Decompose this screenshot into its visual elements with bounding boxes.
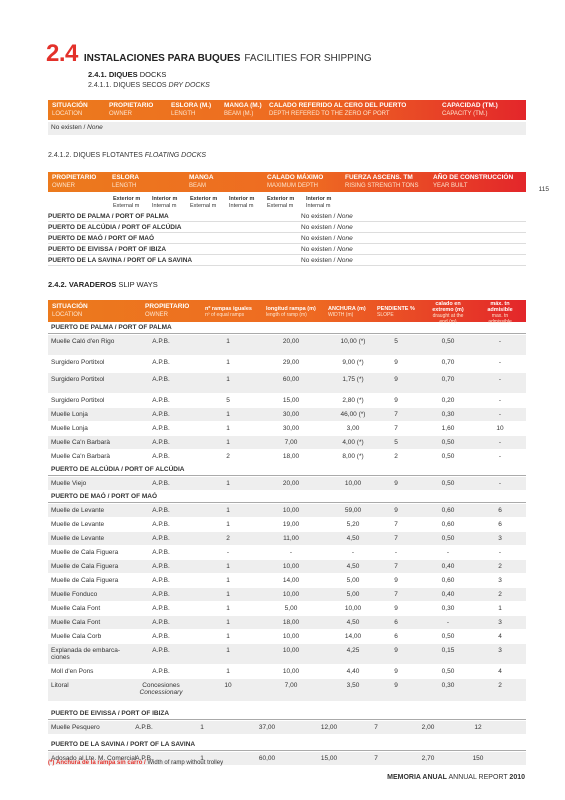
none-label: No existen / None [301, 224, 353, 231]
table-cell: 5,00 [346, 577, 360, 584]
table-cell: 10,00 [282, 668, 300, 675]
table-cell: 15,00 [282, 397, 300, 404]
table-cell: Muelle Cala Font [51, 605, 101, 612]
table-cell: 1,75 (*) [342, 376, 364, 383]
col-slope: PENDIENTE % SLOPE [377, 306, 415, 318]
table-cell: 1 [226, 338, 230, 345]
subhead: Interior m Internal m [229, 196, 255, 209]
table-cell: 0,50 [441, 480, 455, 487]
col-max-depth: CALADO MÁXIMO MAXIMUM DEPTH [267, 174, 324, 189]
table-cell: 5,00 [284, 605, 298, 612]
table-cell: 0,40 [441, 563, 455, 570]
col-depth: CALADO REFERIDO AL CERO DEL PUERTO DEPTH REFERED TO THE ZERO OF PORT [269, 102, 407, 117]
page-header [46, 40, 372, 68]
col-year-built: AÑO DE CONSTRUCCIÓN YEAR BUILT [433, 174, 514, 189]
table-cell: 1 [226, 359, 230, 366]
table-cell: 2,00 [421, 724, 435, 731]
table-cell: A.P.B. [152, 633, 170, 640]
table-cell: 1 [226, 521, 230, 528]
table-cell: 9 [394, 647, 398, 654]
port-section-header [48, 708, 526, 720]
table-cell: 5 [226, 397, 230, 404]
table-cell: 10,00 (*) [340, 338, 366, 345]
table-cell: 10,00 [282, 633, 300, 640]
table-cell: 7,00 [284, 439, 298, 446]
table-cell: - [498, 480, 502, 487]
table-cell: A.P.B. [152, 439, 170, 446]
table-cell: 7 [394, 521, 398, 528]
port-section-header [48, 464, 526, 476]
table-cell: 7 [374, 755, 378, 762]
table-cell: 18,00 [282, 453, 300, 460]
page-footer: MEMORIA ANUAL ANNUAL REPORT 2010 [387, 774, 525, 781]
table-cell: Adosado al Lte. M. Comercial [51, 755, 137, 762]
table-cell: A.P.B. [135, 755, 153, 762]
table-cell: A.P.B. [152, 425, 170, 432]
dry-docks-header [48, 100, 526, 120]
table-row [48, 616, 526, 629]
table-cell: 3,50 [346, 682, 360, 689]
table-cell: 4,50 [346, 535, 360, 542]
port-section-header [48, 739, 526, 751]
table-cell: 0,50 [441, 633, 455, 640]
col-owner: PROPIETARIO OWNER [145, 303, 190, 318]
table-row [48, 630, 526, 643]
table-cell: Explanada de embarca- ciones [51, 647, 121, 661]
subhead: Interior m Internal m [152, 196, 178, 209]
table-cell: 20,00 [282, 480, 300, 487]
table-cell: A.P.B. [152, 549, 170, 556]
subhead: Exterior m External m [113, 196, 141, 209]
table-cell: 0,70 [441, 359, 455, 366]
col-width: ANCHURA (m) WIDTH (m) [328, 306, 366, 318]
table-cell: 7,00 [284, 682, 298, 689]
table-cell: 1 [226, 633, 230, 640]
table-cell: 30,00 [282, 411, 300, 418]
section-title-en: FACILITIES FOR SHIPPING [244, 53, 372, 64]
table-cell: 10 [496, 425, 504, 432]
table-row [48, 679, 526, 701]
table-cell: 0,30 [441, 682, 455, 689]
table-cell: 2,80 (*) [342, 397, 364, 404]
table-row [48, 518, 526, 531]
table-cell: 7 [394, 535, 398, 542]
none-label: No existen / None [301, 246, 353, 253]
table-cell: 11,00 [283, 535, 299, 542]
table-cell: Surgidero Portitxol [51, 359, 105, 366]
table-cell: 6 [394, 619, 398, 626]
none-label: No existen / None [301, 213, 353, 220]
table-cell: 12 [474, 724, 482, 731]
col-length: ESLORA (M.) LENGTH [171, 102, 212, 117]
table-cell: A.P.B. [152, 591, 170, 598]
table-cell: 6 [498, 507, 502, 514]
table-cell: 0,50 [441, 535, 455, 542]
table-cell: Surgidero Portitxol [51, 397, 105, 404]
table-row [48, 422, 526, 435]
table-cell: 0,50 [441, 338, 455, 345]
table-row [48, 560, 526, 573]
table-cell: 10,00 [282, 563, 300, 570]
table-cell: Concesiones Concessionary [139, 682, 183, 696]
table-cell: 0,30 [441, 411, 455, 418]
port-section-label: PUERTO DE LA SAVINA / PORT OF LA SAVINA [51, 741, 196, 748]
table-cell: 12,00 [320, 724, 338, 731]
table-cell: Litoral [51, 682, 69, 689]
floating-docks-header [48, 172, 526, 192]
table-cell: Muelle Viejo [51, 480, 87, 487]
slipways-header [48, 300, 526, 325]
table-cell: 0,50 [441, 453, 455, 460]
floating-dock-row [48, 244, 526, 255]
table-cell: - [498, 439, 502, 446]
col-rising-strength: FUERZA ASCENS. TM RISING STRENGTH TONS [345, 174, 419, 189]
table-cell: A.P.B. [152, 453, 170, 460]
port-section-header [48, 491, 526, 503]
table-cell: A.P.B. [152, 535, 170, 542]
table-row [48, 436, 526, 449]
table-cell: 7 [394, 563, 398, 570]
table-cell: - [446, 619, 450, 626]
table-cell: 9 [394, 668, 398, 675]
subhead: Exterior m External m [190, 196, 218, 209]
table-cell: Muelle Lonja [51, 425, 88, 432]
table-row [48, 408, 526, 421]
table-cell: 4 [498, 633, 502, 640]
table-cell: 10,00 [282, 507, 300, 514]
table-cell: 4,25 [346, 647, 360, 654]
table-row [48, 450, 526, 463]
table-cell: Muelle de Levante [51, 507, 105, 514]
table-cell: Muelle de Cala Figuera [51, 549, 119, 556]
none-label: No existen / None [301, 235, 353, 242]
port-section-label: PUERTO DE MAÓ / PORT OF MAÓ [51, 493, 158, 500]
table-row [48, 356, 526, 372]
subhead: Interior m Internal m [306, 196, 332, 209]
col-owner: PROPIETARIO OWNER [52, 174, 97, 189]
table-cell: 1 [200, 755, 204, 762]
table-cell: A.P.B. [135, 724, 153, 731]
table-cell: 7 [394, 411, 398, 418]
table-cell: Muelle Cala Font [51, 619, 101, 626]
floating-dock-row [48, 211, 526, 222]
varaderos-heading: 2.4.2. VARADEROS SLIP WAYS [48, 280, 158, 289]
table-row [48, 532, 526, 545]
table-cell: A.P.B. [152, 605, 170, 612]
table-cell: - [498, 376, 502, 383]
table-cell: 1,60 [441, 425, 455, 432]
table-cell: Muelle Fonduco [51, 591, 98, 598]
table-cell: 19,00 [282, 521, 300, 528]
table-cell: 10,00 [282, 647, 300, 654]
table-cell: 7 [394, 425, 398, 432]
table-cell: 9 [394, 605, 398, 612]
table-cell: Muelle Cala Corb [51, 633, 102, 640]
floating-dock-row [48, 255, 526, 266]
table-cell: 1 [226, 425, 230, 432]
page-number: 115 [538, 186, 549, 193]
diques-heading: 2.4.1. DIQUES DOCKS [88, 70, 167, 79]
table-cell: 1 [226, 411, 230, 418]
col-capacity: CAPACIDAD (TM.) CAPACITY (TM.) [442, 102, 498, 117]
table-cell: - [498, 453, 502, 460]
table-cell: A.P.B. [152, 507, 170, 514]
table-cell: Muelle Pesquero [51, 724, 100, 731]
table-cell: 1 [226, 480, 230, 487]
col-equal-ramps: nº rampas iguales nº of equal ramps [205, 306, 252, 318]
table-cell: 9 [394, 480, 398, 487]
table-cell: 2 [394, 453, 398, 460]
table-cell: 5 [394, 338, 398, 345]
col-beam: MANGA BEAM [189, 174, 214, 189]
table-cell: 1 [226, 668, 230, 675]
table-cell: 60,00 [282, 376, 300, 383]
table-cell: 1 [226, 619, 230, 626]
table-cell: 1 [226, 507, 230, 514]
table-cell: 0,15 [441, 647, 455, 654]
table-cell: 10,00 [282, 591, 300, 598]
table-cell: 8,00 (*) [342, 453, 364, 460]
table-cell: - [498, 549, 502, 556]
subhead: Exterior m External m [267, 196, 295, 209]
diques-secos-heading: 2.4.1.1. DIQUES SECOS DRY DOCKS [88, 82, 210, 89]
table-row [48, 644, 526, 664]
port-name: PUERTO DE EIVISSA / PORT OF IBIZA [48, 246, 167, 253]
table-cell: 1 [226, 605, 230, 612]
table-cell: 3,00 [346, 425, 360, 432]
table-cell: Surgidero Portitxol [51, 376, 105, 383]
table-row [48, 721, 526, 734]
table-cell: 18,00 [282, 619, 300, 626]
floating-dock-row [48, 233, 526, 244]
table-cell: 2 [498, 563, 502, 570]
table-cell: 6 [394, 633, 398, 640]
table-cell: 1 [226, 439, 230, 446]
table-cell: - [394, 549, 398, 556]
table-cell: - [498, 411, 502, 418]
table-cell: 14,00 [282, 577, 300, 584]
col-location: SITUACIÓN LOCATION [52, 102, 88, 117]
col-ramp-length: longitud rampa (m) length of ramp (m) [266, 306, 316, 318]
table-cell: 1 [226, 591, 230, 598]
table-cell: 9 [394, 359, 398, 366]
table-cell: 1 [226, 563, 230, 570]
table-cell: A.P.B. [152, 563, 170, 570]
table-cell: 2 [498, 682, 502, 689]
table-cell: A.P.B. [152, 577, 170, 584]
table-cell: A.P.B. [152, 480, 170, 487]
table-cell: - [498, 359, 502, 366]
table-cell: 2 [226, 453, 230, 460]
table-row [48, 602, 526, 615]
table-cell: Muelle Lonja [51, 411, 88, 418]
table-cell: 14,00 [344, 633, 362, 640]
table-cell: 9,00 (*) [342, 359, 364, 366]
col-beam: MANGA (M.) BEAM (M.) [224, 102, 262, 117]
col-location: SITUACIÓN LOCATION [52, 303, 88, 318]
col-draught: calado en extremo (m) draught at the end (m) [432, 301, 464, 325]
table-cell: 0,50 [441, 668, 455, 675]
port-section-label: PUERTO DE ALCÚDIA / PORT OF ALCÚDIA [51, 466, 185, 473]
table-cell: A.P.B. [152, 359, 170, 366]
table-cell: A.P.B. [152, 668, 170, 675]
table-cell: Muelle de Levante [51, 535, 105, 542]
table-cell: Muelle de Cala Figuera [51, 563, 119, 570]
table-row [48, 504, 526, 517]
table-cell: - [498, 338, 502, 345]
table-cell: 5,20 [346, 521, 360, 528]
table-cell: A.P.B. [152, 338, 170, 345]
dry-docks-none-row: No existen / None [48, 122, 526, 135]
table-cell: 0,20 [441, 397, 455, 404]
table-cell: A.P.B. [152, 647, 170, 654]
table-cell: 9 [394, 577, 398, 584]
footnote: (*) Anchura de la rampa sin carro / Width of ramp without trolley [48, 760, 224, 766]
table-cell: 3 [498, 619, 502, 626]
table-cell: - [498, 397, 502, 404]
table-cell: - [446, 549, 450, 556]
table-cell: 46,00 (*) [340, 411, 366, 418]
table-cell: Muelle Caló d'en Rigo [51, 338, 115, 345]
port-section-label: PUERTO DE EIVISSA / PORT OF IBIZA [51, 710, 170, 717]
table-cell: 1 [498, 605, 502, 612]
table-cell: 2,70 [421, 755, 435, 762]
table-row [48, 588, 526, 601]
port-name: PUERTO DE ALCÚDIA / PORT OF ALCÚDIA [48, 224, 182, 231]
table-cell: 9 [394, 507, 398, 514]
table-row [48, 335, 526, 355]
none-label: No existen / None [301, 257, 353, 264]
floating-dock-row [48, 222, 526, 233]
table-cell: 1 [226, 577, 230, 584]
table-cell: 2 [498, 591, 502, 598]
table-cell: 29,00 [282, 359, 300, 366]
table-cell: 2 [226, 535, 230, 542]
table-cell: A.P.B. [152, 521, 170, 528]
table-cell: A.P.B. [152, 397, 170, 404]
table-cell: 7 [394, 591, 398, 598]
table-cell: 0,60 [441, 507, 455, 514]
table-cell: 1 [226, 376, 230, 383]
table-cell: 37,00 [258, 724, 276, 731]
port-name: PUERTO DE LA SAVINA / PORT OF LA SAVINA [48, 257, 193, 264]
port-section-header [48, 322, 526, 334]
table-cell: 60,00 [258, 755, 276, 762]
port-name: PUERTO DE PALMA / PORT OF PALMA [48, 213, 169, 220]
table-cell: 30,00 [282, 425, 300, 432]
table-cell: 7 [374, 724, 378, 731]
table-cell: 5,00 [346, 591, 360, 598]
table-row [48, 477, 526, 490]
table-cell: Muelle de Cala Figuera [51, 577, 119, 584]
table-row [48, 546, 526, 559]
table-cell: 3 [498, 647, 502, 654]
table-cell: 59,00 [344, 507, 362, 514]
table-cell: - [289, 549, 293, 556]
table-cell: 0,30 [441, 605, 455, 612]
table-cell: 4,50 [346, 563, 360, 570]
table-cell: A.P.B. [152, 376, 170, 383]
table-cell: 4,50 [346, 619, 360, 626]
col-max-tn: máx. tn admisible max. tn admissible [487, 301, 513, 325]
table-cell: 10 [224, 682, 232, 689]
section-number: 2.4 [46, 40, 78, 67]
table-cell: 4,40 [346, 668, 360, 675]
table-cell: 9 [394, 397, 398, 404]
col-length: ESLORA LENGTH [112, 174, 140, 189]
table-cell: 0,70 [441, 376, 455, 383]
table-cell: 3 [498, 577, 502, 584]
table-cell: 3 [498, 535, 502, 542]
table-cell: 5 [394, 439, 398, 446]
table-cell: 10,00 [344, 605, 362, 612]
table-cell: 0,40 [441, 591, 455, 598]
port-name: PUERTO DE MAÓ / PORT OF MAÓ [48, 235, 155, 242]
table-cell: 150 [472, 755, 484, 762]
table-cell: 15,00 [320, 755, 338, 762]
table-cell: 10,00 [344, 480, 362, 487]
table-row [48, 373, 526, 393]
table-row [48, 665, 526, 678]
col-owner: PROPIETARIO OWNER [109, 102, 154, 117]
section-title-es: INSTALACIONES PARA BUQUES [83, 53, 241, 64]
floating-docks-heading: 2.4.1.2. DIQUES FLOTANTES FLOATING DOCKS [48, 152, 207, 159]
table-cell: - [226, 549, 230, 556]
table-cell: 1 [226, 647, 230, 654]
table-cell: 4,00 (*) [342, 439, 364, 446]
table-cell: 0,60 [441, 521, 455, 528]
table-cell: - [351, 549, 355, 556]
table-cell: Muelle Ca'n Barbarà [51, 453, 111, 460]
table-cell: A.P.B. [152, 411, 170, 418]
table-row [48, 394, 526, 407]
table-cell: 20,00 [282, 338, 300, 345]
table-row [48, 574, 526, 587]
table-cell: Muelle de Levante [51, 521, 105, 528]
table-cell: 0,50 [441, 439, 455, 446]
table-cell: 9 [394, 376, 398, 383]
table-cell: 9 [394, 682, 398, 689]
port-section-label: PUERTO DE PALMA / PORT OF PALMA [51, 324, 172, 331]
table-cell: A.P.B. [152, 619, 170, 626]
table-cell: 4 [498, 668, 502, 675]
table-cell: Moll d'en Pons [51, 668, 94, 675]
table-cell: 1 [200, 724, 204, 731]
table-cell: 0,60 [441, 577, 455, 584]
table-cell: Muelle Ca'n Barbarà [51, 439, 111, 446]
table-cell: 6 [498, 521, 502, 528]
